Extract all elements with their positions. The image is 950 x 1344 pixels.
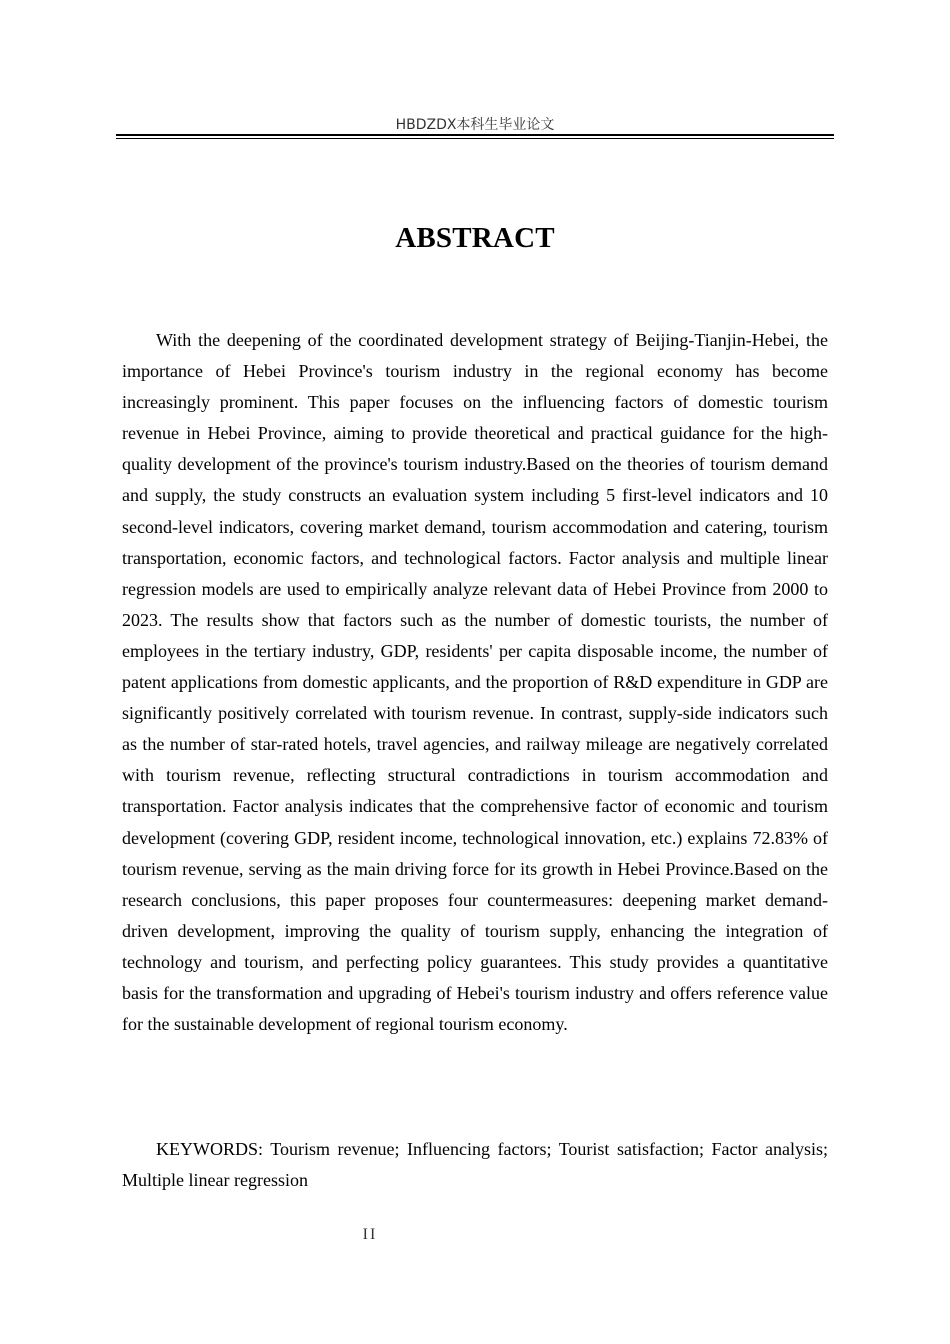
abstract-title: ABSTRACT (395, 222, 555, 254)
page-header (116, 116, 834, 138)
keywords-paragraph: KEYWORDS: Tourism revenue; Influencing factors; Tourist satisfaction; Factor analysis; Multiple linear regression (122, 1139, 828, 1191)
header-title: HBDZDX本科生毕业论文 (395, 117, 555, 133)
header-rule-thin (116, 138, 834, 139)
abstract-body: With the deepening of the coordinated development strategy of Beijing-Tianjin-Hebei, the importance of Hebei Province's tourism industry in the regional economy has become increasingly prominent. This paper focuses on the influencing factors of domestic tourism revenue in Hebei Province, aiming to provide theoretical and practical guidance for the high-quality development of the province's tourism industry.Based on the theories of tourism demand and supply, the study constructs an evaluation system including 5 first-level indicators and 10 second-level indicators, covering market demand, tourism accommodation and catering, tourism transportation, economic factors, and technological factors. Factor analysis and multiple linear regression models are used to empirically analyze relevant data of Hebei Province from 2000 to 2023. The results show that factors such as the number of domestic tourists, the number of employees in the tertiary industry, GDP, residents' per capita disposable income, the number of patent applications from domestic applicants, and the proportion of R&D expenditure in GDP are significantly positively correlated with tourism revenue. In contrast, supply-side indicators such as the number of star-rated hotels, travel agencies, and railway mileage are negatively correlated with tourism revenue, reflecting structural contradictions in tourism accommodation and transportation. Factor analysis indicates that the comprehensive factor of economic and tourism development (covering GDP, resident income, technological innovation, etc.) explains 72.83% of tourism revenue, serving as the main driving force for its growth in Hebei Province.Based on the research conclusions, this paper proposes four countermeasures: deepening market demand-driven development, improving the quality of tourism supply, enhancing the integration of technology and tourism, and perfecting policy guarantees. This study provides a quantitative basis for the transformation and upgrading of Hebei's tourism industry and offers reference value for the sustainable development of regional tourism economy. (122, 330, 828, 1035)
header-rule-thick (116, 134, 834, 136)
page-number: II (362, 1226, 378, 1243)
